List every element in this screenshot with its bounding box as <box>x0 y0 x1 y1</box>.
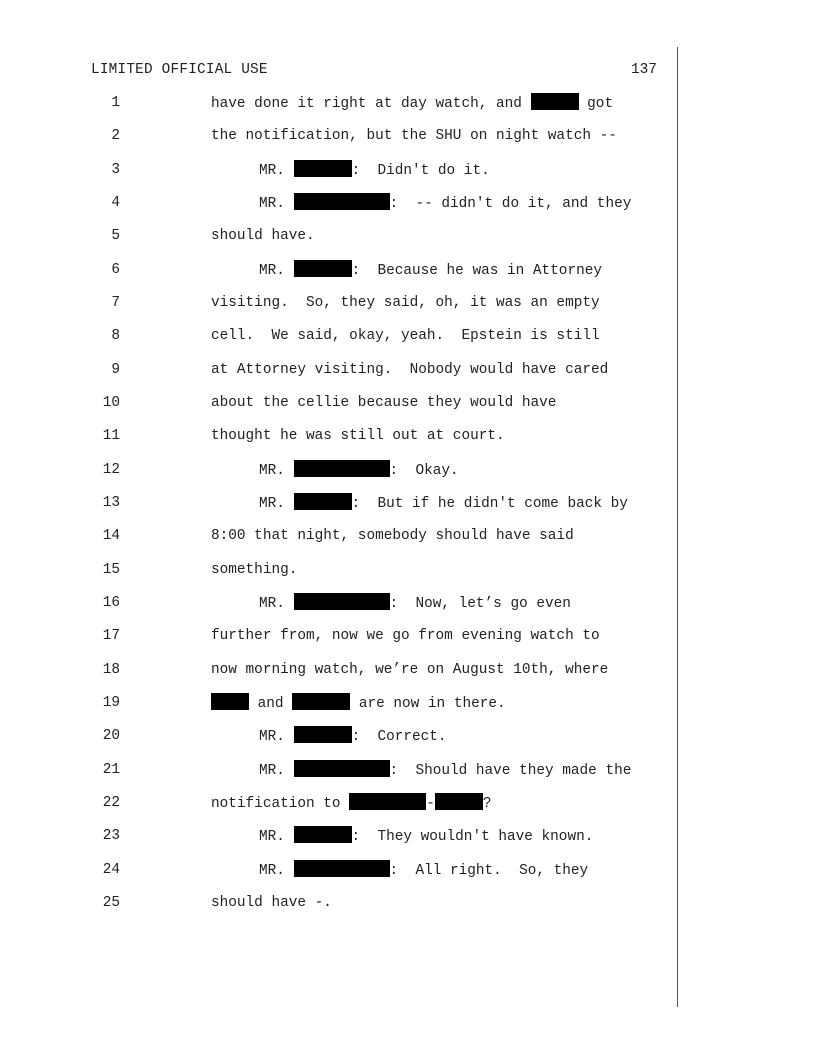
line-text: now morning watch, we’re on August 10th, where <box>211 662 609 678</box>
transcript-line-6 <box>0 260 677 280</box>
line-number: 5 <box>111 228 120 244</box>
redaction-block <box>294 193 390 210</box>
redaction-block <box>531 93 579 110</box>
line-number: 17 <box>102 628 120 644</box>
line-text: cell. We said, okay, yeah. Epstein is still <box>211 328 600 344</box>
transcript-line-12 <box>0 460 677 480</box>
speaker-line: MR. : -- didn't do it, and they <box>259 193 631 214</box>
transcript-line-13 <box>0 493 677 513</box>
redaction-block <box>294 826 352 843</box>
speaker-line: MR. : Correct. <box>259 726 447 747</box>
line-text: notification to - ? <box>211 793 491 814</box>
redaction-block <box>294 460 390 477</box>
line-number: 23 <box>102 828 120 844</box>
speaker-prefix: MR. <box>259 163 294 179</box>
speaker-prefix: MR. <box>259 496 294 512</box>
line-number: 18 <box>102 662 120 678</box>
transcript-line-20 <box>0 726 677 746</box>
transcript-line-17 <box>0 626 677 646</box>
redaction-block <box>294 593 390 610</box>
line-number: 8 <box>111 328 120 344</box>
redaction-block <box>294 760 390 777</box>
speaker-prefix: MR. <box>259 263 294 279</box>
speaker-line: MR. : Now, let’s go even <box>259 593 571 614</box>
transcript-line-19 <box>0 693 677 713</box>
redaction-block <box>294 493 352 510</box>
line-number: 16 <box>102 595 120 611</box>
line-text: about the cellie because they would have <box>211 395 557 411</box>
line-number: 25 <box>102 895 120 911</box>
line-text: at Attorney visiting. Nobody would have cared <box>211 362 609 378</box>
line-number: 24 <box>102 862 120 878</box>
speaker-prefix: MR. <box>259 863 294 879</box>
classification-header: LIMITED OFFICIAL USE <box>91 62 268 78</box>
line-text: further from, now we go from evening watch to <box>211 628 600 644</box>
speaker-prefix: MR. <box>259 596 294 612</box>
speaker-prefix: MR. <box>259 463 294 479</box>
transcript-line-21 <box>0 760 677 780</box>
redaction-block <box>294 860 390 877</box>
transcript-line-1 <box>0 93 677 113</box>
transcript-line-16 <box>0 593 677 613</box>
redaction-block <box>292 693 350 710</box>
transcript-line-3 <box>0 160 677 180</box>
line-number: 13 <box>102 495 120 511</box>
speaker-line: MR. : Because he was in Attorney <box>259 260 602 281</box>
transcript-line-9 <box>0 360 677 380</box>
line-number: 19 <box>102 695 120 711</box>
line-number: 12 <box>102 462 120 478</box>
line-number: 9 <box>111 362 120 378</box>
transcript-line-5 <box>0 226 677 246</box>
speaker-line: MR. : Didn't do it. <box>259 160 490 181</box>
redaction-block <box>435 793 483 810</box>
transcript-line-8 <box>0 326 677 346</box>
line-text: 8:00 that night, somebody should have said <box>211 528 574 544</box>
line-number: 21 <box>102 762 120 778</box>
transcript-line-4 <box>0 193 677 213</box>
line-text: have done it right at day watch, and got <box>211 93 613 114</box>
line-number: 6 <box>111 262 120 278</box>
speaker-line: MR. : Okay. <box>259 460 459 481</box>
redaction-block <box>349 793 426 810</box>
transcript-line-23 <box>0 826 677 846</box>
transcript-line-25 <box>0 893 677 913</box>
transcript-line-7 <box>0 293 677 313</box>
redaction-block <box>294 160 352 177</box>
transcript-line-2 <box>0 126 677 146</box>
speaker-line: MR. : They wouldn't have known. <box>259 826 593 847</box>
line-text: thought he was still out at court. <box>211 428 505 444</box>
transcript-line-11 <box>0 426 677 446</box>
line-number: 15 <box>102 562 120 578</box>
speaker-line: MR. : Should have they made the <box>259 760 631 781</box>
transcript-line-15 <box>0 560 677 580</box>
line-number: 22 <box>102 795 120 811</box>
redaction-block <box>294 260 352 277</box>
line-text: something. <box>211 562 298 578</box>
right-margin-rule <box>677 47 678 1007</box>
redaction-block <box>294 726 352 743</box>
transcript-line-14 <box>0 526 677 546</box>
transcript-line-22 <box>0 793 677 813</box>
line-text: should have -. <box>211 895 332 911</box>
line-number: 2 <box>111 128 120 144</box>
line-number: 3 <box>111 162 120 178</box>
transcript-line-24 <box>0 860 677 880</box>
line-text: and are now in there. <box>211 693 506 714</box>
speaker-line: MR. : All right. So, they <box>259 860 588 881</box>
line-number: 11 <box>102 428 120 444</box>
speaker-prefix: MR. <box>259 729 294 745</box>
line-text: should have. <box>211 228 315 244</box>
speaker-line: MR. : But if he didn't come back by <box>259 493 628 514</box>
line-number: 20 <box>102 728 120 744</box>
line-number: 4 <box>111 195 120 211</box>
redaction-block <box>211 693 249 710</box>
transcript-line-10 <box>0 393 677 413</box>
line-text: the notification, but the SHU on night watch -- <box>211 128 617 144</box>
speaker-prefix: MR. <box>259 196 294 212</box>
page-number: 137 <box>631 62 657 78</box>
transcript-line-18 <box>0 660 677 680</box>
line-number: 14 <box>102 528 120 544</box>
speaker-prefix: MR. <box>259 763 294 779</box>
speaker-prefix: MR. <box>259 829 294 845</box>
line-number: 1 <box>111 95 120 111</box>
line-text: visiting. So, they said, oh, it was an empty <box>211 295 600 311</box>
line-number: 10 <box>102 395 120 411</box>
line-number: 7 <box>111 295 120 311</box>
